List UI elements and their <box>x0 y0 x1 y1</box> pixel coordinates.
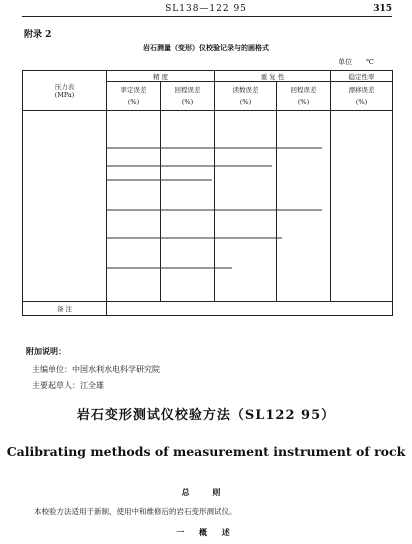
table-inner-lines <box>22 70 392 316</box>
unit-note <box>324 57 374 67</box>
subheader-cell: 回程误差 (%) <box>277 82 331 111</box>
subheader-cell: 读数误差 (%) <box>215 82 277 111</box>
section-general-heading: 总 则 <box>181 487 231 497</box>
header-pressure-unit: (MPa) <box>54 91 75 99</box>
running-header-standard-code: SL138—122 95 <box>165 4 247 14</box>
subheader-cell: 漂移误差 (%) <box>331 82 393 111</box>
notes-editor-unit: 主编单位：中国水利水电科学研究院 <box>32 365 160 374</box>
unit-label: 单位 <box>338 58 353 66</box>
group-header-accuracy: 精 度 <box>107 71 215 82</box>
notes-main-drafter: 主要起草人：江全雄 <box>32 381 104 390</box>
table-caption: 岩石测量（变形）仪校验记录与的画格式 <box>143 43 269 52</box>
group-header-stability: 稳定性率 <box>331 71 393 82</box>
group-header-repeatability: 重 复 性 <box>215 71 331 82</box>
body-paragraph: 本校验方法适用于新制、使用中和维修后的岩石变形测试仪。 <box>34 507 237 516</box>
page-number: 315 <box>373 4 392 14</box>
chinese-title: 岩石变形测试仪校验方法（SL122 95） <box>76 408 336 423</box>
subheader-cell: 率定误差 (%) <box>107 82 161 111</box>
notes-title: 附加说明： <box>26 346 66 356</box>
section-heading: 一 概 述 <box>176 527 236 537</box>
header-rule <box>22 16 392 17</box>
unit-symbol: ℃ <box>366 58 374 66</box>
header-pressure-label: 压力表 <box>54 83 75 91</box>
subheader-cell: 回程误差 (%) <box>161 82 215 111</box>
appendix-label: 附录 2 <box>24 30 52 40</box>
english-title: Calibrating methods of measurement instrument of rock <box>6 444 406 459</box>
footer-label-cell: 备 注 <box>23 302 107 316</box>
